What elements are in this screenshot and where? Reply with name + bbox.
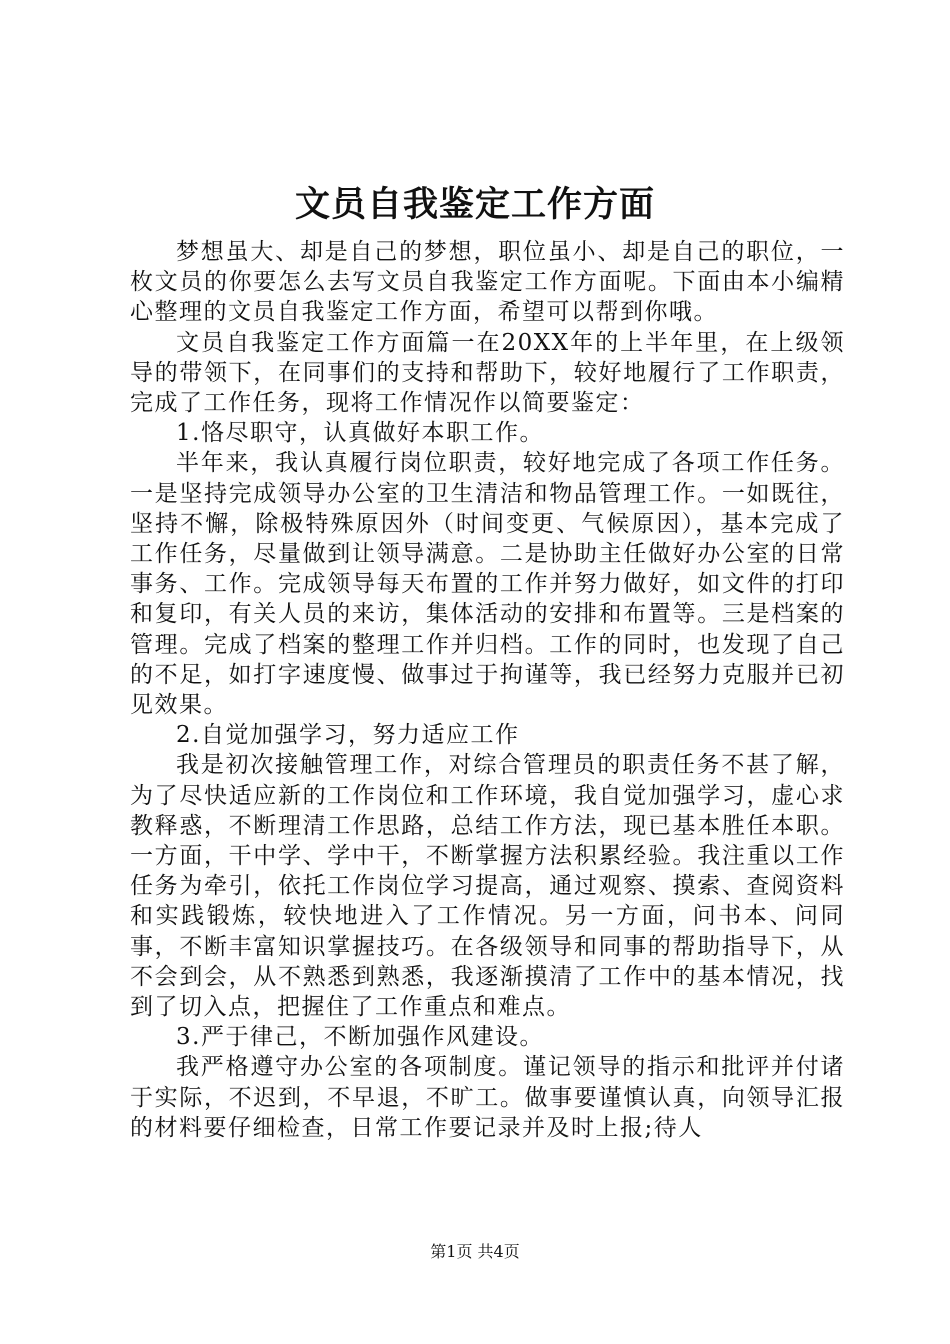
paragraph-intro: 梦想虽大、却是自己的梦想，职位虽小、却是自己的职位，一枚文员的你要怎么去写文员自我鉴定工作方面呢。下面由本小编精心整理的文员自我鉴定工作方面，希望可以帮到你哦。 [130,239,845,326]
document-title: 文员自我鉴定工作方面 [294,184,655,225]
document-body [130,237,845,1143]
section-heading-3: 3.严于律己，不断加强作风建设。 [176,1024,544,1051]
section-heading-1: 1.恪尽职守，认真做好本职工作。 [176,420,544,447]
paragraph-section-1: 半年来，我认真履行岗位职责，较好地完成了各项工作任务。一是坚持完成领导办公室的卫生清洁和物品管理工作。一如既往，坚持不懈，除极特殊原因外（时间变更、气候原因），基本完成了工作任务，尽量做到让领导满意。二是协助主任做好办公室的日常事务、工作。完成领导每天布置的工作并努力做好，如文件的打印和复印，有关人员的来访，集体活动的安排和布置等。三是档案的管理。完成了档案的整理工作并归档。工作的同时，也发现了自己的不足，如打字速度慢、做事过于拘谨等，我已经努力克服并已初见效果。 [130,450,845,719]
paragraph-part-one-intro: 文员自我鉴定工作方面篇一在20XX年的上半年里，在上级领导的带领下，在同事们的支持和帮助下，较好地履行了工作职责，完成了工作任务，现将工作情况作以简要鉴定： [130,329,845,417]
page-footer: 第1页 共4页 [430,1242,520,1261]
paragraph-section-3: 我严格遵守办公室的各项制度。谨记领导的指示和批评并付诸于实际，不迟到，不早退，不旷工。做事要谨慎认真，向领导汇报的材料要仔细检查，日常工作要记录并及时上报;待人 [130,1054,845,1141]
paragraph-section-2: 我是初次接触管理工作，对综合管理员的职责任务不甚了解，为了尽快适应新的工作岗位和工作环境，我自觉加强学习，虚心求教释惑，不断理清工作思路，总结工作方法，现已基本胜任本职。一方面，干中学、学中干，不断掌握方法积累经验。我注重以工作任务为牵引，依托工作岗位学习提高，通过观察、摸索、查阅资料和实践锻炼，较快地进入了工作情况。另一方面，问书本、问同事，不断丰富知识掌握技巧。在各级领导和同事的帮助指导下，从不会到会，从不熟悉到熟悉，我逐渐摸清了工作中的基本情况，找到了切入点，把握住了工作重点和难点。 [130,752,845,1021]
section-heading-2: 2.自觉加强学习，努力适应工作 [176,722,520,749]
